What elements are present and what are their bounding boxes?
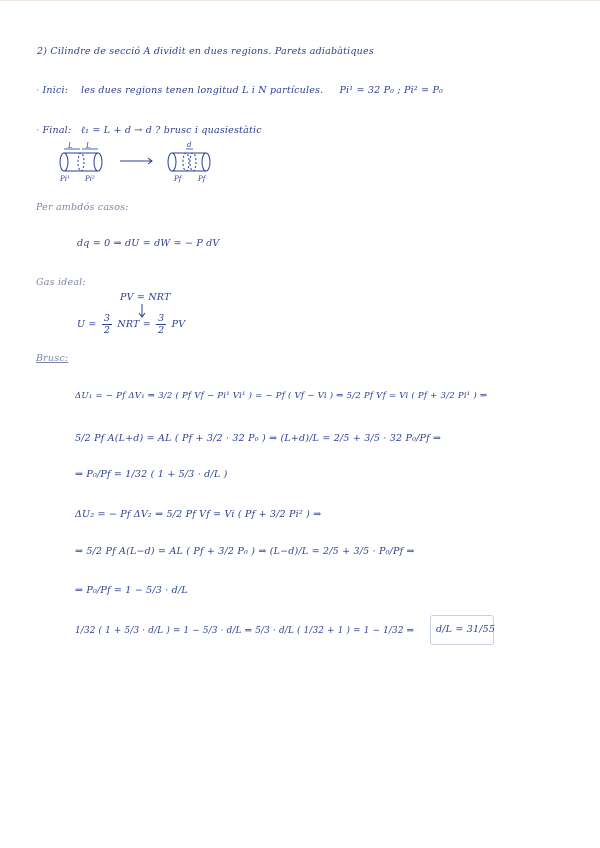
diagram-left-p2: Pi² — [85, 175, 95, 183]
u-mid: NRT = — [117, 319, 151, 330]
initial-line: · Inici: les dues regions tenen longitud L i N partícules. Pi¹ = 32 P₀ ; Pi² = P₀ — [36, 85, 444, 96]
initial-label: Inici: — [42, 85, 69, 96]
diagram-right-d: d — [187, 141, 192, 149]
u-left: U = — [77, 319, 97, 330]
ideal-gas-pv: PV = NRT — [120, 292, 171, 303]
diagram-right-p2: Pf — [198, 175, 206, 183]
final-text: ℓ₁ = L + d → d ? brusc i quasiestàtic — [81, 125, 262, 136]
diagram-right-p1: Pf — [174, 175, 182, 183]
both-cases-eq: dq = 0 ⇒ dU = dW = − P dV — [77, 238, 220, 249]
sudden-eq5: ⇒ 5/2 Pf A(L−d) = AL ( Pf + 3/2 P₀ ) ⇒ (L−d)/L = 2/5 + 3/5 · P₀/Pf ⇒ — [75, 546, 415, 557]
cylinder-diagram — [0, 141, 600, 201]
sudden-eq1: ΔU₁ = − Pf ΔV₁ ⇒ 3/2 ( Pf Vf − Pi¹ Vi¹ ) = − Pf ( Vf − Vi ) ⇒ 5/2 Pf Vf = Vi ( Pf + 3/2 Pi¹ ) ⇒ — [75, 391, 488, 401]
initial-conditions: Pi¹ = 32 P₀ ; Pi² = P₀ — [339, 85, 444, 96]
sudden-eq6: ⇒ P₀/Pf = 1 − 5/3 · d/L — [75, 585, 188, 596]
ideal-gas-u — [77, 313, 185, 336]
final-line: · Final: ℓ₁ = L + d → d ? brusc i quasiestàtic — [36, 125, 262, 136]
final-label: Final: — [42, 125, 72, 136]
sudden-eq2: 5/2 Pf A(L+d) = AL ( Pf + 3/2 · 32 P₀ ) ⇒ (L+d)/L = 2/5 + 3/5 · 32 P₀/Pf ⇒ — [75, 433, 442, 444]
problem-heading: 2) Cilindre de secció A dividit en dues regions. Parets adiabàtiques — [37, 46, 374, 57]
ideal-gas-label: Gas ideal: — [36, 277, 86, 288]
sudden-eq7: 1/32 ( 1 + 5/3 · d/L ) = 1 − 5/3 · d/L ⇒ 5/3 · d/L ( 1/32 + 1 ) = 1 − 1/32 ⇒ — [75, 626, 415, 636]
diagram-left-L2: L — [86, 142, 91, 150]
fraction-3-2: $\frac{3}{2}$ — [103, 313, 111, 336]
cylinder-final — [168, 149, 210, 171]
both-cases-label: Per ambdós casos: — [36, 202, 129, 213]
cylinder-initial — [60, 149, 102, 171]
arrow-icon — [120, 158, 152, 164]
u-right: PV — [171, 319, 186, 330]
initial-text: les dues regions tenen longitud L i N partícules. — [81, 85, 324, 96]
sudden-eq3: ⇒ P₀/Pf = 1/32 ( 1 + 5/3 · d/L ) — [75, 469, 228, 480]
diagram-left-p1: Pi¹ — [60, 175, 70, 183]
sudden-eq4: ΔU₂ = − Pf ΔV₂ ⇒ 5/2 Pf Vf = Vi ( Pf + 3/2 Pi² ) ⇒ — [75, 509, 322, 520]
sudden-result: d/L = 31/55 — [436, 624, 496, 635]
sudden-label: Brusc: — [36, 353, 69, 364]
fraction-3-2b: $\frac{3}{2}$ — [158, 313, 165, 336]
diagram-left-L1: L — [68, 142, 73, 150]
